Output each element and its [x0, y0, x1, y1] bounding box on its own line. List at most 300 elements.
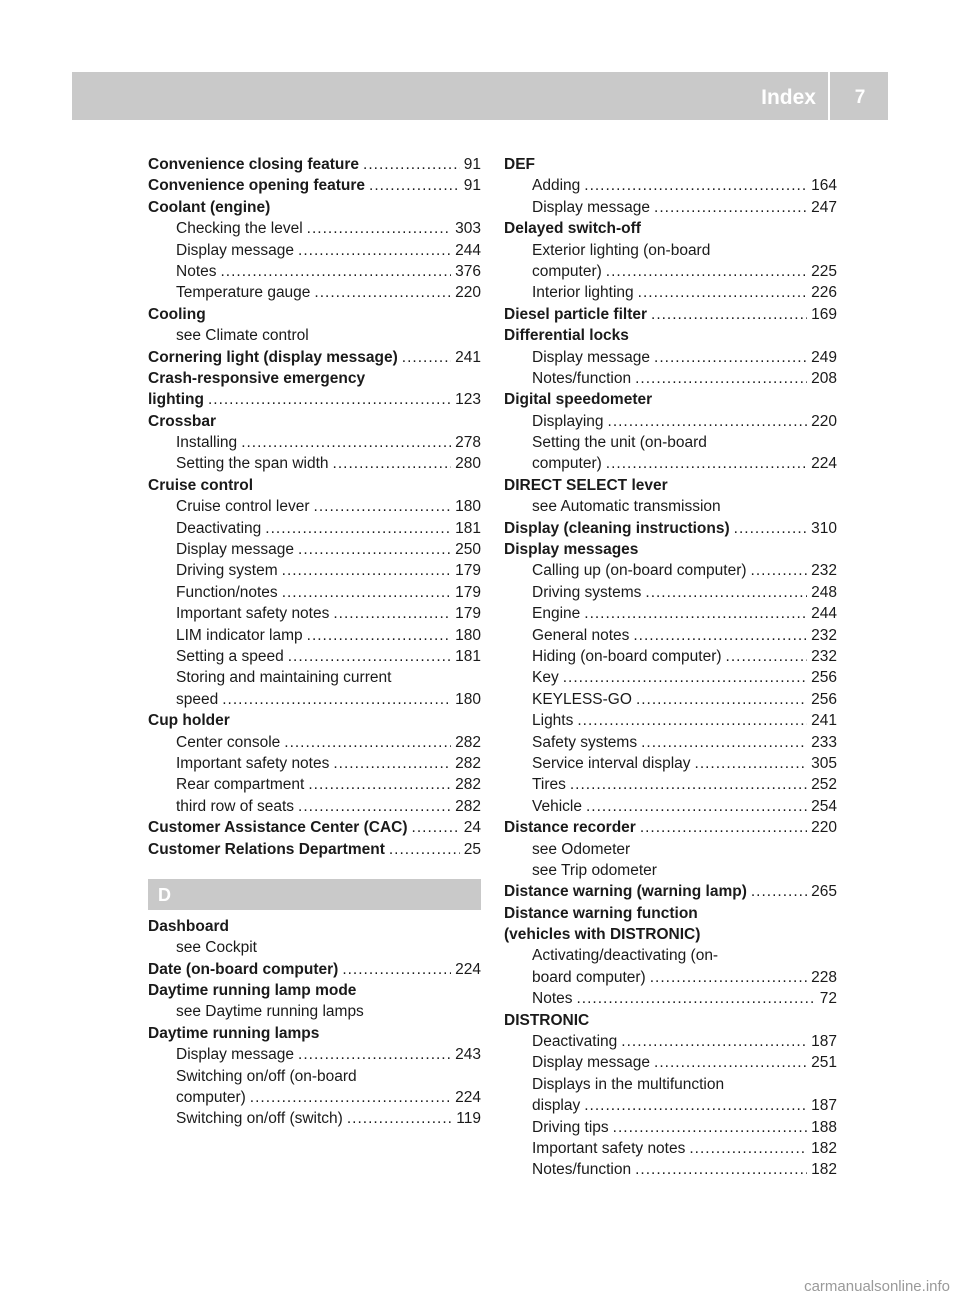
dot-leader — [563, 667, 807, 688]
index-subentry — [148, 667, 481, 688]
watermark: carmanualsonline.info — [804, 1278, 950, 1295]
index-entry[interactable] — [148, 154, 481, 175]
dot-leader — [633, 625, 807, 646]
index-entry[interactable] — [148, 839, 481, 860]
index-subentry — [504, 839, 837, 860]
index-subentry[interactable] — [504, 261, 837, 282]
entry-label: Cruise control — [148, 476, 254, 494]
dot-leader — [751, 881, 807, 902]
dot-leader — [635, 1159, 807, 1180]
index-entry — [504, 218, 837, 239]
page-reference[interactable]: 164 — [811, 177, 837, 195]
dot-leader — [577, 710, 807, 731]
entry-label: computer) — [532, 455, 602, 473]
entry-label: Rear compartment — [176, 776, 305, 794]
page-reference[interactable]: 244 — [455, 241, 481, 259]
index-subentry — [504, 496, 837, 517]
index-subentry[interactable] — [504, 1095, 837, 1116]
section-letter-header: D — [148, 879, 481, 910]
index-subentry[interactable] — [504, 282, 837, 303]
entry-label: third row of seats — [176, 797, 295, 815]
dot-leader — [347, 1108, 452, 1129]
dot-leader — [689, 1138, 807, 1159]
entry-label: DISTRONIC — [504, 1011, 590, 1029]
page-reference[interactable]: 256 — [811, 669, 837, 687]
entry-label: Vehicle — [532, 797, 582, 815]
index-subentry[interactable] — [148, 689, 481, 710]
index-subentry — [148, 325, 481, 346]
page-reference[interactable]: 187 — [811, 1033, 837, 1051]
index-subentry — [504, 1074, 837, 1095]
entry-label: Driving system — [176, 562, 278, 580]
index-subentry[interactable] — [504, 796, 837, 817]
entry-label: computer) — [176, 1089, 246, 1107]
page-reference[interactable]: 248 — [811, 583, 837, 601]
dot-leader — [265, 518, 451, 539]
dot-leader — [288, 646, 451, 667]
page-reference[interactable]: 188 — [811, 1118, 837, 1136]
entry-label: see Trip odometer — [532, 861, 657, 879]
entry-label: Tires — [532, 776, 566, 794]
entry-label: Lights — [532, 712, 574, 730]
page-reference[interactable]: 278 — [455, 434, 481, 452]
entry-label: (vehicles with DISTRONIC) — [504, 926, 701, 944]
entry-label: Important safety notes — [532, 1139, 686, 1157]
dot-leader — [314, 496, 452, 517]
index-subentry[interactable] — [504, 988, 837, 1009]
entry-label: Notes/function — [532, 369, 632, 387]
dot-leader — [608, 411, 808, 432]
page-reference[interactable]: 179 — [455, 605, 481, 623]
index-subentry[interactable] — [148, 282, 481, 303]
entry-label: Convenience opening feature — [148, 177, 366, 195]
dot-leader — [638, 282, 807, 303]
entry-label: Cornering light (display message) — [148, 348, 398, 366]
page-reference[interactable]: 256 — [811, 690, 837, 708]
page-reference[interactable]: 72 — [819, 990, 837, 1008]
dot-leader — [734, 518, 807, 539]
entry-label: Distance warning function — [504, 904, 698, 922]
entry-label: KEYLESS-GO — [532, 690, 632, 708]
dot-leader — [412, 817, 460, 838]
entry-label: see Climate control — [176, 327, 309, 345]
index-entry — [148, 710, 481, 731]
entry-label: Daytime running lamp mode — [148, 982, 357, 1000]
page-reference[interactable]: 232 — [811, 562, 837, 580]
page-reference[interactable]: 241 — [811, 712, 837, 730]
index-entry[interactable] — [148, 347, 481, 368]
entry-label: Setting a speed — [176, 647, 284, 665]
index-entry[interactable] — [148, 817, 481, 838]
entry-label: Diesel particle filter — [504, 305, 648, 323]
entry-label: see Odometer — [532, 840, 631, 858]
dot-leader — [641, 732, 807, 753]
entry-label: General notes — [532, 626, 630, 644]
dot-leader — [333, 753, 451, 774]
entry-label: Driving systems — [532, 583, 642, 601]
index-entry[interactable] — [148, 959, 481, 980]
dot-leader — [314, 282, 451, 303]
dot-leader — [584, 175, 807, 196]
index-entry — [148, 916, 481, 937]
index-subentry[interactable] — [148, 261, 481, 282]
index-subentry — [148, 937, 481, 958]
index-subentry — [504, 432, 837, 453]
page-reference[interactable]: 179 — [455, 562, 481, 580]
dot-leader — [586, 796, 807, 817]
entry-label: Storing and maintaining current — [176, 669, 392, 687]
page-reference[interactable]: 252 — [811, 776, 837, 794]
index-entry[interactable] — [504, 881, 837, 902]
entry-label: Displaying — [532, 412, 604, 430]
dot-leader — [333, 453, 452, 474]
index-subentry[interactable] — [148, 646, 481, 667]
entry-label: Driving tips — [532, 1118, 609, 1136]
index-subentry[interactable] — [504, 197, 837, 218]
dot-leader — [298, 796, 451, 817]
entry-label: Crash-responsive emergency — [148, 369, 366, 387]
index-subentry[interactable] — [148, 796, 481, 817]
index-entry[interactable] — [504, 304, 837, 325]
entry-label: Display message — [176, 541, 295, 559]
entry-label: Crossbar — [148, 412, 217, 430]
dot-leader — [208, 389, 451, 410]
page-reference[interactable]: 376 — [455, 262, 481, 280]
entry-label: DEF — [504, 156, 535, 173]
page-reference[interactable]: 303 — [455, 220, 481, 238]
index-subentry[interactable] — [504, 368, 837, 389]
entry-label: Date (on-board computer) — [148, 960, 339, 978]
page-reference[interactable]: 254 — [811, 797, 837, 815]
index-subentry[interactable] — [504, 560, 837, 581]
index-subentry — [148, 1066, 481, 1087]
dot-leader — [369, 175, 460, 196]
index-entry — [148, 411, 481, 432]
index-subentry[interactable] — [504, 582, 837, 603]
page-reference[interactable]: 24 — [463, 819, 481, 837]
index-subentry[interactable] — [148, 240, 481, 261]
index-entry — [504, 924, 837, 945]
index-entry — [504, 389, 837, 410]
dot-leader — [695, 753, 808, 774]
page-reference[interactable]: 182 — [811, 1161, 837, 1179]
dot-leader — [389, 839, 460, 860]
index-entry — [148, 304, 481, 325]
index-entry — [504, 539, 837, 560]
dot-leader — [636, 689, 807, 710]
dot-leader — [282, 560, 451, 581]
entry-label: Coolant (engine) — [148, 198, 271, 216]
index-subentry[interactable] — [148, 1108, 481, 1129]
index-subentry[interactable] — [504, 1052, 837, 1073]
dot-leader — [342, 959, 451, 980]
dot-leader — [654, 197, 807, 218]
dot-leader — [640, 817, 807, 838]
index-entry — [148, 980, 481, 1001]
dot-leader — [402, 347, 451, 368]
page-reference[interactable]: 25 — [463, 840, 481, 858]
dot-leader — [635, 368, 807, 389]
entry-label: Important safety notes — [176, 754, 330, 772]
index-subentry[interactable] — [504, 625, 837, 646]
index-subentry[interactable] — [148, 603, 481, 624]
index-subentry[interactable] — [504, 753, 837, 774]
entry-label: Display message — [176, 241, 295, 259]
dot-leader — [250, 1087, 451, 1108]
entry-label: Setting the span width — [176, 455, 329, 473]
dot-leader — [751, 560, 808, 581]
index-subentry[interactable] — [148, 539, 481, 560]
dot-leader — [650, 967, 807, 988]
entry-label: Customer Relations Department — [148, 840, 385, 858]
entry-label: Notes/function — [532, 1161, 632, 1179]
index-entry[interactable] — [148, 175, 481, 196]
index-subentry[interactable] — [504, 732, 837, 753]
page-reference[interactable]: 310 — [811, 519, 837, 537]
page-number: 7 — [854, 87, 866, 108]
entry-label: Engine — [532, 605, 581, 623]
page-reference[interactable]: 226 — [811, 284, 837, 302]
entry-label: Distance warning (warning lamp) — [504, 883, 747, 901]
entry-label: Switching on/off (switch) — [176, 1110, 343, 1128]
dot-leader — [298, 240, 451, 261]
page-reference[interactable]: 224 — [455, 1089, 481, 1107]
page-reference[interactable]: 251 — [811, 1054, 837, 1072]
dot-leader — [645, 582, 807, 603]
page-reference[interactable]: 180 — [455, 626, 481, 644]
entry-label: see Automatic transmission — [532, 498, 721, 516]
dot-leader — [577, 988, 816, 1009]
page-reference[interactable]: 280 — [455, 455, 481, 473]
entry-label: Deactivating — [532, 1033, 618, 1051]
index-entry[interactable] — [504, 518, 837, 539]
page-reference[interactable]: 243 — [455, 1046, 481, 1064]
index-subentry — [504, 945, 837, 966]
entry-label: Important safety notes — [176, 605, 330, 623]
entry-label: Center console — [176, 733, 281, 751]
dot-leader — [363, 154, 460, 175]
dot-leader — [606, 261, 807, 282]
index-entry — [504, 475, 837, 496]
dot-leader — [651, 304, 807, 325]
entry-label: Key — [532, 669, 559, 687]
index-subentry[interactable] — [148, 518, 481, 539]
dot-leader — [654, 347, 807, 368]
entry-label: Setting the unit (on-board — [532, 434, 707, 452]
dot-leader — [222, 689, 451, 710]
page-reference[interactable]: 169 — [811, 305, 837, 323]
page-reference[interactable]: 182 — [811, 1139, 837, 1157]
index-subentry[interactable] — [504, 774, 837, 795]
index-subentry[interactable] — [148, 774, 481, 795]
dot-leader — [584, 1095, 807, 1116]
section-title: Index — [761, 72, 830, 120]
index-subentry[interactable] — [504, 1031, 837, 1052]
index-subentry — [504, 860, 837, 881]
page-reference[interactable]: 119 — [456, 1110, 481, 1128]
index-column-right — [504, 154, 837, 1181]
page-reference[interactable]: 282 — [455, 754, 481, 772]
page-reference[interactable]: 305 — [811, 754, 837, 772]
index-entry — [148, 368, 481, 389]
entry-label: Displays in the multifunction — [532, 1075, 725, 1093]
index-subentry[interactable] — [504, 1138, 837, 1159]
index-subentry[interactable] — [504, 667, 837, 688]
index-subentry[interactable] — [504, 603, 837, 624]
page-reference[interactable]: 225 — [811, 262, 837, 280]
page-reference[interactable]: 208 — [811, 369, 837, 387]
index-subentry[interactable] — [504, 646, 837, 667]
page-reference[interactable]: 265 — [811, 883, 837, 901]
entry-label: Installing — [176, 434, 238, 452]
dot-leader — [584, 603, 807, 624]
page-reference[interactable]: 232 — [811, 626, 837, 644]
dot-leader — [654, 1052, 807, 1073]
entry-label: Adding — [532, 177, 581, 195]
index-entry[interactable] — [504, 817, 837, 838]
entry-label: Convenience closing feature — [148, 156, 360, 173]
page-reference[interactable]: 282 — [455, 776, 481, 794]
dot-leader — [333, 603, 451, 624]
index-subentry[interactable] — [148, 560, 481, 581]
entry-label: Display message — [532, 1054, 651, 1072]
page-reference[interactable]: 224 — [811, 455, 837, 473]
dot-leader — [284, 732, 451, 753]
page-reference[interactable]: 123 — [455, 391, 481, 409]
entry-label: see Daytime running lamps — [176, 1003, 364, 1021]
index-subentry[interactable] — [148, 453, 481, 474]
index-subentry[interactable] — [504, 689, 837, 710]
index-entry — [148, 197, 481, 218]
page-reference[interactable]: 220 — [811, 819, 837, 837]
entry-label: speed — [176, 690, 219, 708]
page-reference[interactable]: 180 — [455, 498, 481, 516]
page-reference[interactable]: 180 — [455, 690, 481, 708]
index-subentry[interactable] — [148, 432, 481, 453]
page-reference[interactable]: 247 — [811, 198, 837, 216]
entry-label: Exterior lighting (on-board — [532, 241, 711, 259]
entry-label: Differential locks — [504, 327, 629, 345]
entry-label: see Cockpit — [176, 939, 257, 957]
index-entry[interactable] — [148, 389, 481, 410]
index-subentry[interactable] — [504, 1117, 837, 1138]
page-reference[interactable]: 91 — [463, 177, 481, 195]
entry-label: Display message — [532, 198, 651, 216]
index-subentry[interactable] — [504, 1159, 837, 1180]
entry-label: Digital speedometer — [504, 391, 653, 409]
index-subentry[interactable] — [148, 218, 481, 239]
page-header — [72, 72, 888, 120]
dot-leader — [298, 539, 451, 560]
index-subentry[interactable] — [504, 411, 837, 432]
entry-label: Cruise control lever — [176, 498, 310, 516]
dot-leader — [570, 774, 807, 795]
index-entry — [148, 1023, 481, 1044]
index-subentry[interactable] — [148, 582, 481, 603]
page-reference[interactable]: 220 — [811, 412, 837, 430]
index-entry — [504, 903, 837, 924]
index-subentry[interactable] — [504, 710, 837, 731]
page-reference[interactable]: 179 — [455, 583, 481, 601]
entry-label: Checking the level — [176, 220, 303, 238]
dot-leader — [221, 261, 452, 282]
entry-label: Function/notes — [176, 583, 278, 601]
index-entry — [148, 475, 481, 496]
page-reference[interactable]: 233 — [811, 733, 837, 751]
index-entry — [504, 1010, 837, 1031]
entry-label: Switching on/off (on-board — [176, 1067, 357, 1085]
page-reference[interactable]: 91 — [463, 156, 481, 173]
index-entry — [504, 154, 837, 175]
entry-label: Cup holder — [148, 712, 230, 730]
dot-leader — [621, 1031, 807, 1052]
dot-leader — [606, 453, 807, 474]
index-subentry[interactable] — [148, 625, 481, 646]
entry-label: Display (cleaning instructions) — [504, 519, 730, 537]
dot-leader — [241, 432, 451, 453]
index-subentry[interactable] — [504, 347, 837, 368]
dot-leader — [308, 774, 451, 795]
entry-label: Interior lighting — [532, 284, 634, 302]
page-reference[interactable]: 181 — [455, 519, 481, 537]
page-reference[interactable]: 187 — [811, 1097, 837, 1115]
entry-label: Display message — [532, 348, 651, 366]
index-subentry[interactable] — [504, 453, 837, 474]
index-subentry[interactable] — [148, 1044, 481, 1065]
dot-leader — [726, 646, 808, 667]
page-reference[interactable]: 282 — [455, 797, 481, 815]
dot-leader — [613, 1117, 807, 1138]
index-subentry[interactable] — [148, 732, 481, 753]
entry-label: Distance recorder — [504, 819, 636, 837]
entry-label: Activating/deactivating (on- — [532, 947, 719, 965]
dot-leader — [307, 625, 451, 646]
index-subentry[interactable] — [148, 753, 481, 774]
entry-label: DIRECT SELECT lever — [504, 476, 668, 494]
entry-label: lighting — [148, 391, 204, 409]
page-reference[interactable]: 250 — [455, 541, 481, 559]
page-reference[interactable]: 232 — [811, 647, 837, 665]
index-subentry[interactable] — [148, 1087, 481, 1108]
index-subentry — [148, 1001, 481, 1022]
entry-label: Temperature gauge — [176, 284, 311, 302]
entry-label: Deactivating — [176, 519, 262, 537]
page-reference[interactable]: 224 — [455, 960, 481, 978]
page-reference[interactable]: 220 — [455, 284, 481, 302]
entry-label: Notes — [532, 990, 573, 1008]
page-reference[interactable]: 244 — [811, 605, 837, 623]
entry-label: Notes — [176, 262, 217, 280]
entry-label: LIM indicator lamp — [176, 626, 303, 644]
page-reference[interactable]: 282 — [455, 733, 481, 751]
dot-leader — [298, 1044, 451, 1065]
index-subentry[interactable] — [504, 967, 837, 988]
entry-label: Hiding (on-board computer) — [532, 647, 722, 665]
page-reference[interactable]: 181 — [455, 647, 481, 665]
entry-label: Safety systems — [532, 733, 638, 751]
page-reference[interactable]: 241 — [455, 348, 481, 366]
dot-leader — [307, 218, 451, 239]
index-subentry[interactable] — [148, 496, 481, 517]
entry-label: Cooling — [148, 305, 206, 323]
index-subentry[interactable] — [504, 175, 837, 196]
entry-label: Delayed switch-off — [504, 220, 641, 238]
entry-label: Service interval display — [532, 754, 691, 772]
entry-label: Display messages — [504, 541, 639, 559]
page-reference[interactable]: 228 — [811, 968, 837, 986]
page-reference[interactable]: 249 — [811, 348, 837, 366]
entry-label: Daytime running lamps — [148, 1024, 320, 1042]
